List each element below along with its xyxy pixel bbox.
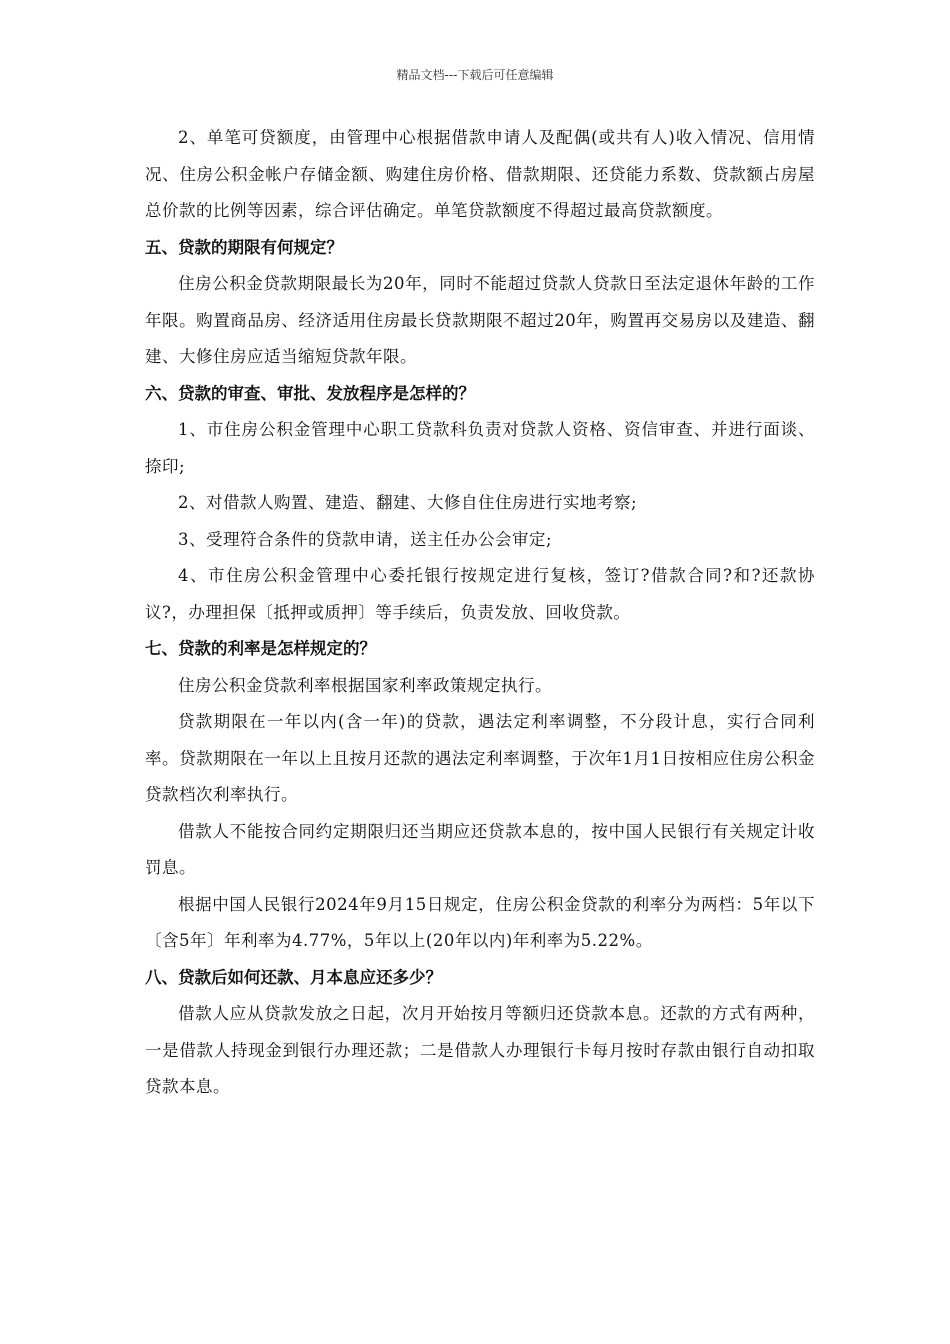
- paragraph-procedure-2: 2、对借款人购置、建造、翻建、大修自住住房进行实地考察;: [178, 493, 638, 512]
- heading-repayment: 八、贷款后如何还款、月本息应还多少？: [145, 967, 442, 987]
- paragraph-loan-amount: 2、单笔可贷额度，由管理中心根据借款申请人及配偶(或共有人)收入情况、信用情况、住房公积金帐户存储金额、购建住房价格、借款期限、还贷能力系数、贷款额占房屋总价款的比例等因素，综合评估确定。单笔贷款额度不得超过最高贷款额度。: [145, 128, 815, 220]
- paragraph-procedure-3: 3、受理符合条件的贷款申请，送主任办公会审定;: [178, 529, 553, 549]
- paragraph-rate-levels: 根据中国人民银行2024年9月15日规定，住房公积金贷款的利率分为两档：5年以下〔含5年〕年利率为4.77%，5年以上(20年以内)年利率为5.22%。: [145, 894, 815, 950]
- paragraph-procedure-1: 1、市住房公积金管理中心职工贷款科负责对贷款人资格、资信审查、并进行面谈、捺印;: [145, 420, 815, 476]
- document-body: [145, 120, 815, 1106]
- paragraph-loan-term: 住房公积金贷款期限最长为20年，同时不能超过贷款人贷款日至法定退休年龄的工作年限。购置商品房、经济适用住房最长贷款期限不超过20年，购置再交易房以及建造、翻建、大修住房应适当缩短贷款年限。: [145, 274, 815, 366]
- page-header: 精品文档---下载后可任意编辑: [396, 68, 554, 82]
- paragraph-penalty-interest: 借款人不能按合同约定期限归还当期应还贷款本息的，按中国人民银行有关规定计收罚息。: [145, 821, 815, 877]
- paragraph-rate-adjustment: 贷款期限在一年以内(含一年)的贷款，遇法定利率调整，不分段计息，实行合同利率。贷款期限在一年以上且按月还款的遇法定利率调整，于次年1月1日按相应住房公积金贷款档次利率执行。: [145, 712, 815, 804]
- paragraph-procedure-4: 4、市住房公积金管理中心委托银行按规定进行复核，签订?借款合同?和?还款协议?，办理担保〔抵押或质押〕等手续后，负责发放、回收贷款。: [145, 566, 815, 622]
- paragraph-repayment: 借款人应从贷款发放之日起，次月开始按月等额归还贷款本息。还款的方式有两种，一是借款人持现金到银行办理还款；二是借款人办理银行卡每月按时存款由银行自动扣取贷款本息。: [145, 1004, 815, 1096]
- heading-loan-term: 五、贷款的期限有何规定？: [145, 237, 343, 257]
- heading-interest-rate: 七、贷款的利率是怎样规定的？: [145, 639, 376, 658]
- heading-loan-procedure: 六、贷款的审查、审批、发放程序是怎样的？: [145, 383, 475, 403]
- paragraph-rate-policy: 住房公积金贷款利率根据国家利率政策规定执行。: [178, 675, 552, 695]
